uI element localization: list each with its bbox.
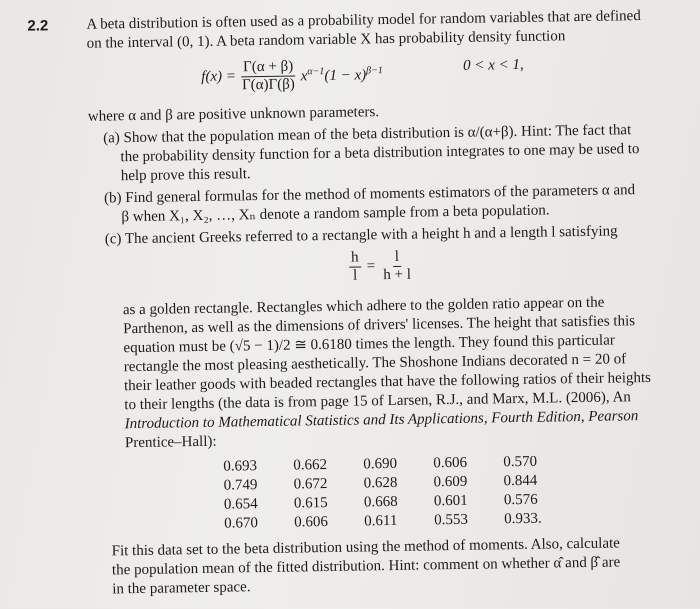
table-cell: 0.615 bbox=[293, 495, 328, 512]
part-a-line-2: the probability density function for a beta distribution integrates to one may be used to bbox=[120, 141, 640, 166]
part-b-line-1: (b) Find general formulas for the method of moments estimators of the parameters α and bbox=[103, 182, 636, 207]
part-c-para-7: Introduction to Mathematical Statistics and Its Applications, Fourth Edition, Pearson bbox=[124, 408, 639, 433]
table-cell: 0.672 bbox=[293, 476, 328, 493]
table-cell: 0.609 bbox=[433, 473, 468, 491]
table-cell: 0.844 bbox=[503, 472, 538, 490]
where-line: where α and β are positive unknown parameters. bbox=[87, 104, 380, 125]
pdf-lhs: f(x) = bbox=[201, 68, 237, 85]
part-b-line-2: β when X₁, X₂, …, Xₙ denote a random sample from a beta population. bbox=[121, 202, 550, 226]
part-c-para-5: their leather goods with beaded rectangles that have the following ratios of their heights bbox=[123, 369, 652, 395]
ratio-right bbox=[381, 249, 413, 284]
ratio-h: h bbox=[349, 249, 361, 267]
pdf-exponent-1: α−1 bbox=[307, 66, 325, 78]
table-row bbox=[220, 509, 570, 533]
pdf-denominator: Γ(α)Γ(β) bbox=[241, 76, 295, 94]
table-cell: 0.601 bbox=[433, 492, 468, 510]
table-cell: 0.693 bbox=[223, 458, 258, 475]
part-c-para-4: rectangle the most pleasing aesthetically. The Shoshone Indians decorated n = 20 of bbox=[123, 351, 627, 376]
table-cell: 0.670 bbox=[224, 515, 259, 532]
intro-line-2: on the interval (0, 1). A beta random variable X has probability density function bbox=[86, 28, 566, 52]
table-cell: 0.662 bbox=[293, 457, 328, 474]
table-cell: 0.654 bbox=[223, 496, 258, 513]
pdf-domain: 0 < x < 1, bbox=[462, 56, 524, 74]
table-cell: 0.628 bbox=[363, 474, 398, 492]
part-c-para-2: Parthenon, as well as the dimensions of drivers' licenses. The height that satisfies this bbox=[123, 313, 636, 338]
table-cell: 0.690 bbox=[363, 455, 398, 473]
problem-number: 2.2 bbox=[27, 17, 49, 35]
part-c-para-3: equation must be (√5 − 1)/2 ≅ 0.6180 times the length. They found this particular bbox=[123, 332, 615, 357]
pdf-x: x bbox=[300, 68, 308, 85]
ratio-l: l bbox=[352, 267, 358, 284]
table-cell: 0.606 bbox=[294, 514, 329, 531]
table-cell: 0.668 bbox=[363, 493, 398, 511]
table-cell: 0.933. bbox=[504, 510, 542, 528]
golden-ratio-equation bbox=[349, 249, 413, 285]
part-c-line-1: (c) The ancient Greeks referred to a rectangle with a height h and a length l satisfying bbox=[104, 223, 618, 248]
table-cell: 0.611 bbox=[364, 512, 398, 530]
table-cell: 0.570 bbox=[503, 453, 538, 471]
pdf-one-minus-x: (1 − x) bbox=[324, 67, 367, 85]
part-c-para-1: as a golden rectangle. Rectangles which adhere to the golden ratio appear on the bbox=[122, 294, 605, 319]
table-cell: 0.576 bbox=[503, 491, 538, 509]
pdf-numerator: Γ(α + β) bbox=[241, 58, 295, 77]
pdf-formula bbox=[201, 57, 383, 95]
fit-line-1: Fit this data set to the beta distribution using the method of moments. Also, calculate bbox=[111, 535, 620, 560]
fit-line-3: in the parameter space. bbox=[112, 579, 251, 598]
intro-line-1: A beta distribution is often used as a probability model for random variables that are defined bbox=[86, 8, 641, 33]
ratio-data-table bbox=[219, 452, 570, 533]
fit-line-2: the population mean of the fitted distribution. Hint: comment on whether α̂ and β̂ are bbox=[111, 554, 621, 579]
pdf-fraction bbox=[240, 58, 297, 94]
ratio-h-plus-l: h + l bbox=[383, 266, 412, 284]
part-c-para-6: to their lengths (the data is from page 15 of Larsen, R.J., and Marx, M.L. (2006), An bbox=[124, 389, 631, 414]
ratio-equals: = bbox=[366, 258, 376, 275]
ratio-left bbox=[349, 249, 361, 284]
part-a-line-1: (a) Show that the population mean of the beta distribution is α/(α+β). Hint: The fact that bbox=[103, 122, 632, 147]
ratio-l-numerator: l bbox=[393, 249, 401, 267]
pdf-exponent-2: β−1 bbox=[366, 65, 383, 77]
table-cell: 0.553 bbox=[434, 511, 469, 529]
part-a-line-3: help prove this result. bbox=[120, 166, 251, 185]
table-cell: 0.606 bbox=[433, 454, 468, 472]
part-c-para-8: Prentice–Hall): bbox=[124, 433, 217, 452]
table-cell: 0.749 bbox=[223, 477, 258, 494]
